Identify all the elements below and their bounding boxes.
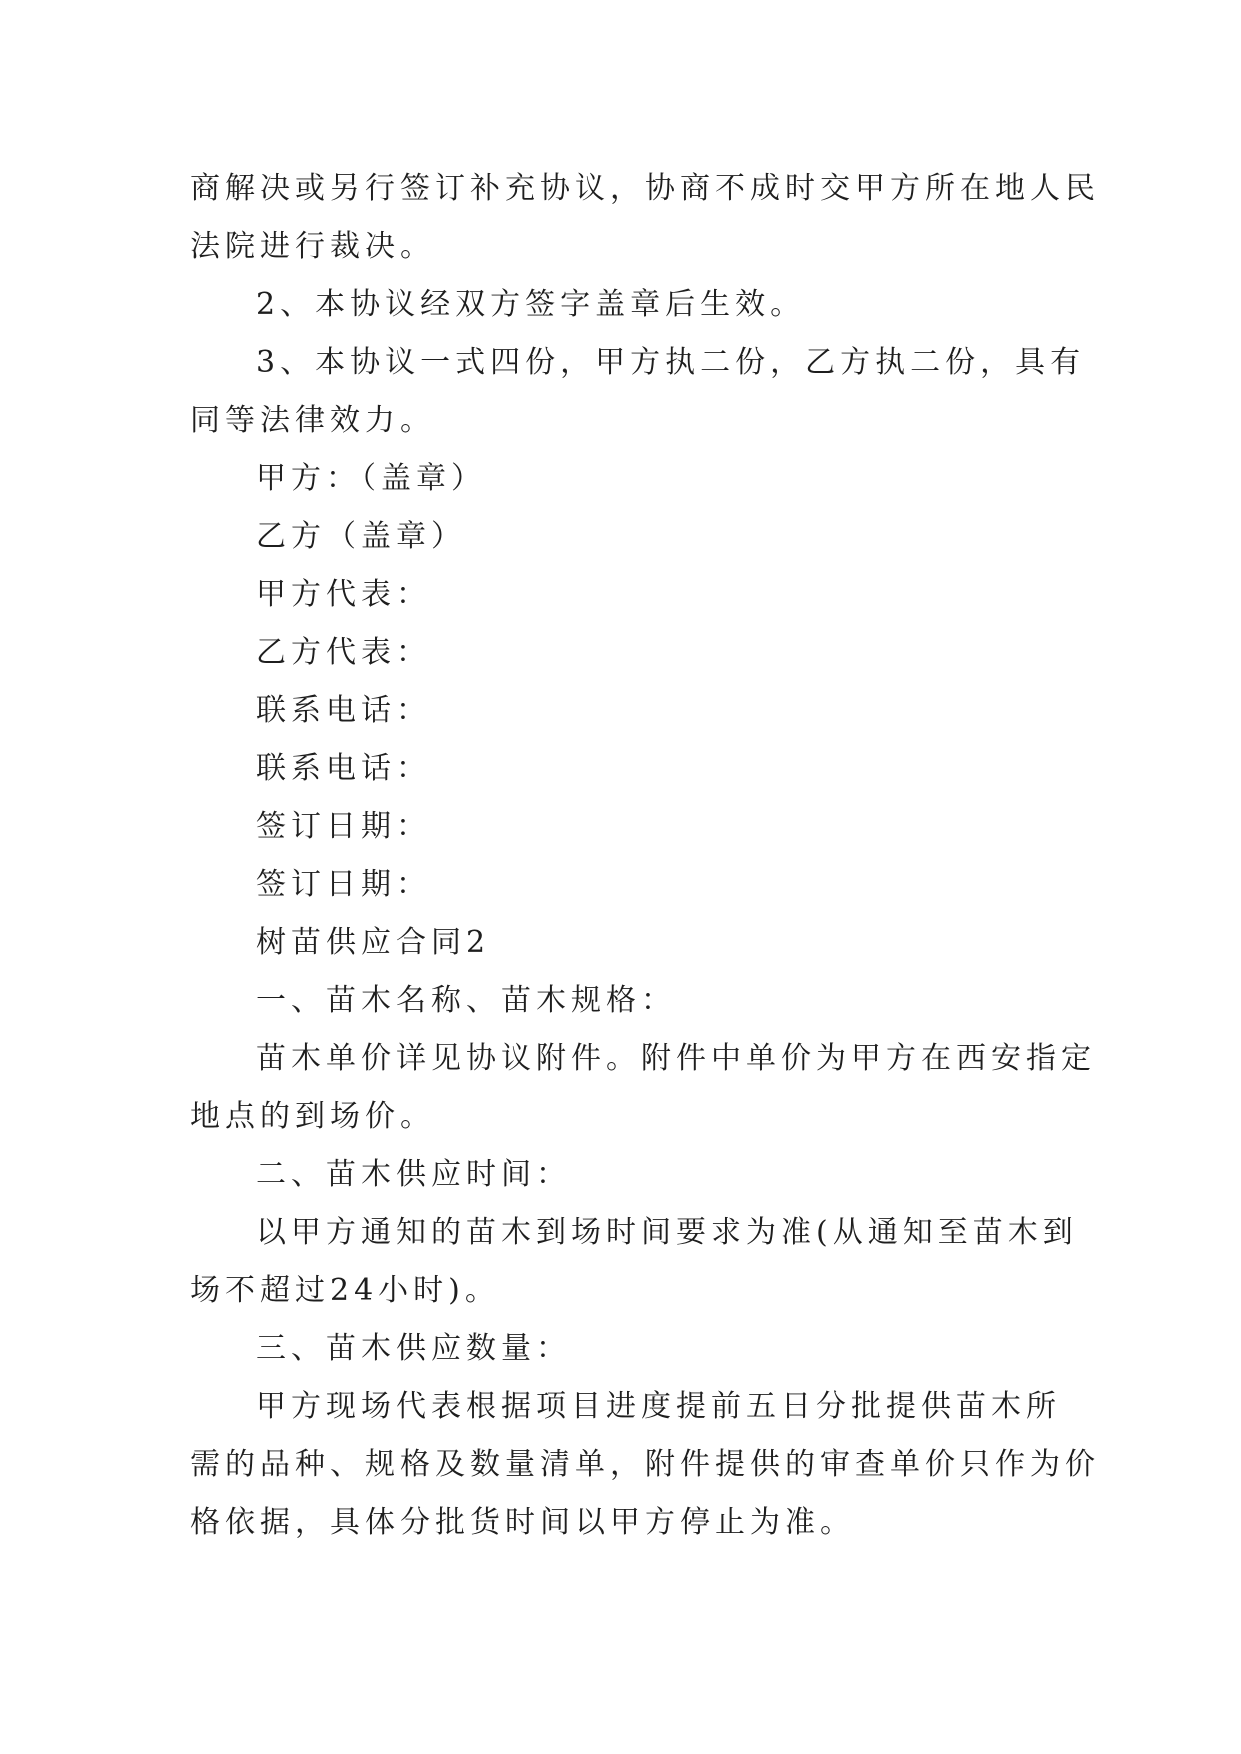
signing-date-label: 签订日期： [256,809,431,844]
paragraph-line: 需的品种、规格及数量清单，附件提供的审查单价只作为价 [190,1447,1100,1482]
party-a-representative-label: 甲方代表： [256,577,431,612]
signing-date-label: 签订日期： [256,867,431,902]
section-heading: 二、苗木供应时间： [256,1157,571,1192]
paragraph-line: 以甲方通知的苗木到场时间要求为准(从通知至苗木到 [256,1215,1078,1250]
paragraph-line: 商解决或另行签订补充协议，协商不成时交甲方所在地人民 [190,171,1100,206]
contract-title: 树苗供应合同2 [256,925,491,960]
clause-2-line: 2、本协议经双方签字盖章后生效。 [256,287,806,322]
paragraph-line: 苗木单价详见协议附件。附件中单价为甲方在西安指定 [256,1041,1096,1076]
phone-label: 联系电话： [256,693,431,728]
party-a-seal-label: 甲方：（盖章） [256,461,486,496]
party-b-seal-label: 乙方（盖章） [256,519,466,554]
paragraph-line: 场不超过24小时)。 [190,1273,500,1308]
paragraph-line: 甲方现场代表根据项目进度提前五日分批提供苗木所 [256,1389,1061,1424]
section-heading: 三、苗木供应数量： [256,1331,571,1366]
phone-label: 联系电话： [256,751,431,786]
clause-3-line: 3、本协议一式四份，甲方执二份，乙方执二份，具有 [256,345,1086,380]
paragraph-line: 同等法律效力。 [190,403,435,438]
paragraph-line: 格依据，具体分批货时间以甲方停止为准。 [190,1505,855,1540]
party-b-representative-label: 乙方代表： [256,635,431,670]
document-body [190,160,1100,1552]
section-heading: 一、苗木名称、苗木规格： [256,983,676,1018]
paragraph-line: 法院进行裁决。 [190,229,435,264]
paragraph-line: 地点的到场价。 [190,1099,435,1134]
